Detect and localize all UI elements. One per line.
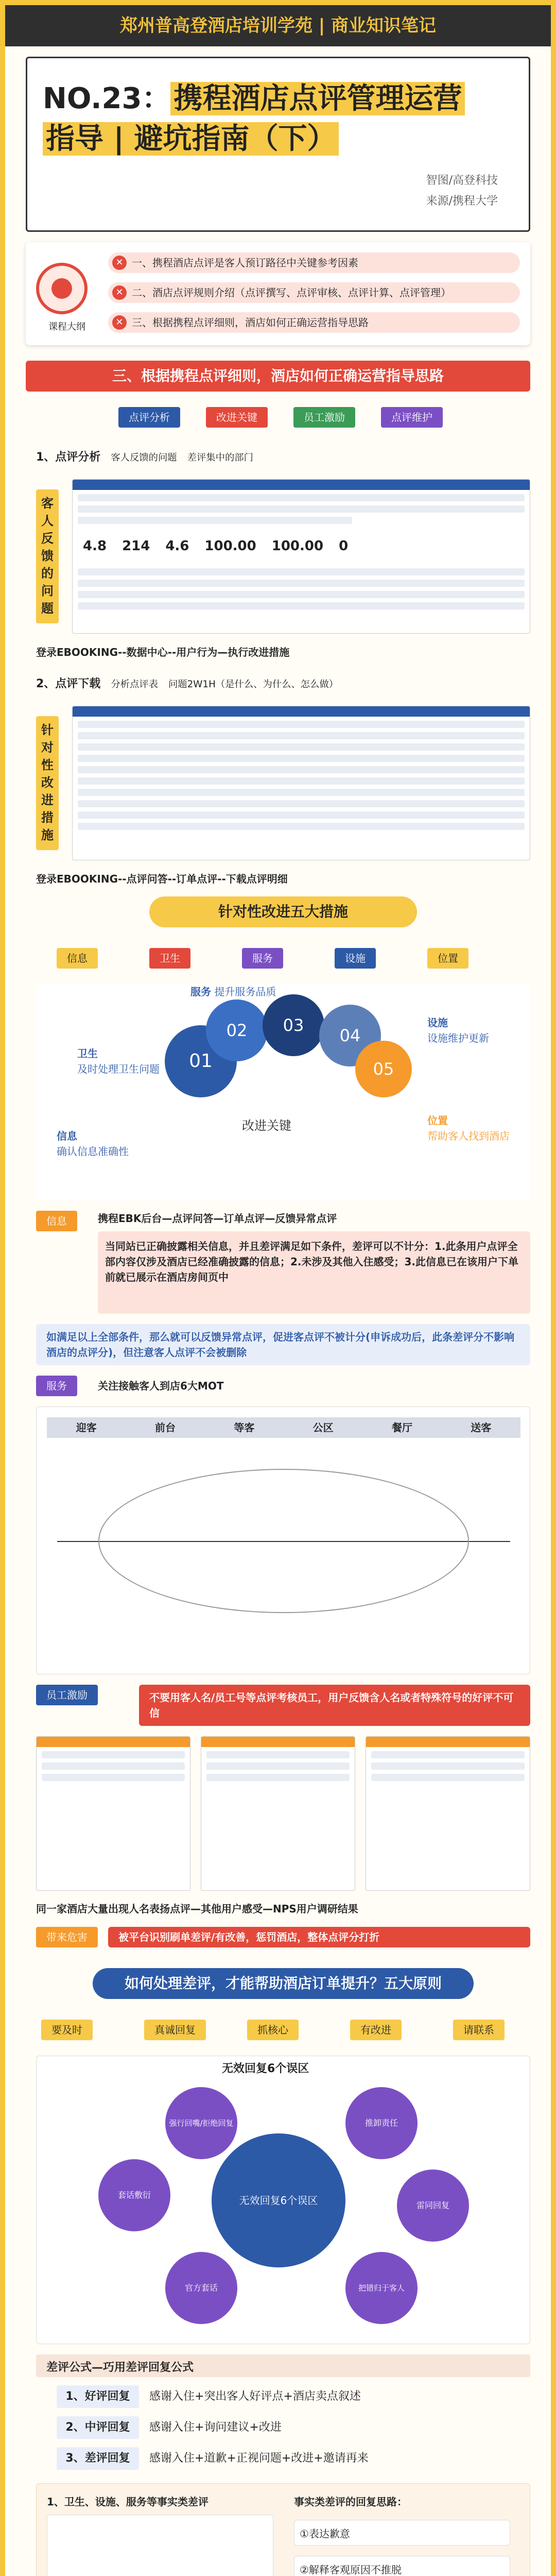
mot-stage: 前台 — [154, 1421, 176, 1434]
principle: 要及时 — [41, 2020, 93, 2040]
title-card — [26, 57, 530, 232]
case-card — [47, 2515, 273, 2576]
outline-item: ✕ 一、携程酒店点评是客人预订路径中关键参考因素 — [108, 252, 520, 273]
note-1: 登录EBOOKING--数据中心--用户行为—执行改进措施 — [36, 646, 290, 658]
step2-label: 2、点评下载 分析点评表 问题2W1H（是什么、为什么、怎么做） — [36, 677, 339, 690]
section-title-principles: 如何处理差评，才能帮助酒店订单提升？五大原则 — [93, 1968, 474, 1999]
staff-warning: 不要用客人名/员工号等点评考核员工，用户反馈含人名或者特殊符号的好评不可信 — [139, 1685, 530, 1726]
formula-row: 2、中评回复 感谢入住+询问建议+改进 — [57, 2416, 282, 2439]
ring-02: 02 — [206, 999, 268, 1061]
section-title-five: 针对性改进五大措施 — [149, 896, 417, 927]
chip-incentive: 员工激励 — [293, 407, 355, 428]
review-sample-3 — [366, 1736, 530, 1891]
outline-item: ✕ 三、根据携程点评细则，酒店如何正确运营指导思路 — [108, 312, 520, 333]
harm-tag: 带来危害 — [36, 1927, 98, 1947]
principle: 真诚回复 — [144, 2020, 206, 2040]
review-table-screenshot — [72, 706, 530, 860]
mot-stage: 等客 — [234, 1421, 255, 1434]
mot-stage: 送客 — [471, 1421, 492, 1434]
page-header: 郑州普高登酒店培训学苑 | 商业知识笔记 — [5, 5, 551, 46]
ring-label: 卫生 及时处理卫生问题 — [77, 1047, 160, 1075]
chip-analysis: 点评分析 — [118, 407, 180, 428]
author-org: 智图/高登科技 — [426, 174, 498, 187]
review-sample-1 — [36, 1736, 190, 1891]
formula-row: 1、好评回复 感谢入住+突出客人好评点+酒店卖点叙述 — [57, 2385, 361, 2408]
vertical-label: 客人反馈的问题 — [36, 489, 59, 623]
chip-key: 改进关键 — [206, 407, 268, 428]
formula-title-bar: 差评公式—巧用差评回复公式 — [36, 2354, 530, 2377]
outline-item: ✕ 二、酒店点评规则介绍（点评撰写、点评审核、点评计算、点评管理） — [108, 282, 520, 303]
staff-tag: 员工激励 — [36, 1685, 98, 1705]
ring-01: 01 — [165, 1025, 237, 1097]
avoid-item: 推卸责任 — [345, 2087, 418, 2159]
principle: 请联系 — [453, 2020, 505, 2040]
note-2: 登录EBOOKING--点评问答--订单点评--下载点评明细 — [36, 873, 288, 885]
mot-diagram — [36, 1406, 530, 1674]
avoid-title: 无效回复6个误区 — [222, 2062, 309, 2075]
tag-location: 位置 — [427, 948, 468, 969]
ring-04: 04 — [319, 1005, 381, 1066]
info-path: 携程EBK后台—点评问答—订单点评—反馈异常点评 — [98, 1212, 337, 1225]
mot-stage: 餐厅 — [391, 1421, 412, 1434]
step1-label: 1、点评分析 客人反馈的问题 差评集中的部门 — [36, 451, 253, 464]
ring-label: 信息 确认信息准确性 — [57, 1130, 129, 1158]
harm-text: 被平台识别刷单差评/有改善，惩罚酒店，整体点评分打折 — [108, 1927, 530, 1947]
chip-maintain: 点评维护 — [381, 407, 443, 428]
service-tag: 服务 — [36, 1376, 77, 1396]
case-title: 1、卫生、设施、服务等事实类差评 — [47, 2496, 208, 2508]
ring-05: 05 — [355, 1041, 412, 1097]
principle: 有改进 — [350, 2020, 402, 2040]
reply-title: 事实类差评的回复思路： — [294, 2496, 407, 2508]
tag-info: 信息 — [57, 948, 98, 969]
vertical-label-2: 针对性改进措施 — [36, 716, 59, 850]
info-body: 当同站已正确披露相关信息，并且差评满足如下条件，差评可以不计分：1.此条用户点评全部内容仅涉及酒店已经准确披露的信息；2.未涉及其他入住感受；3.此信息已在该用户下单前就已展示在酒店房间页中 — [98, 1231, 530, 1314]
outline-label: 课程大纲 — [48, 321, 85, 332]
avoid-item: 把错归于客人 — [345, 2252, 418, 2324]
reply-step: ①表达歉意 — [294, 2520, 510, 2546]
tag-facility: 设施 — [335, 948, 376, 969]
reply-step: ②解释客观原因不推脱 — [294, 2556, 510, 2576]
tag-service: 服务 — [242, 948, 283, 969]
avoid-item: 套话敷衍 — [98, 2159, 170, 2231]
target-icon — [36, 263, 88, 314]
avoid-center: 无效回复6个误区 — [212, 2133, 345, 2267]
avoid-diagram — [36, 2056, 530, 2344]
cases-panel — [36, 2483, 530, 2576]
ring-diagram — [36, 984, 530, 1200]
avoid-item: 雷同回复 — [397, 2170, 469, 2242]
section-banner: 三、根据携程点评细则，酒店如何正确运营指导思路 — [26, 361, 530, 392]
hygiene-note: 如满足以上全部条件，那么就可以反馈异常点评，促进客点评不被计分(申诉成功后，此条差评分不影响酒店的点评分)，但注意客人点评不会被删除 — [36, 1324, 530, 1365]
mot-stage: 迎客 — [76, 1421, 97, 1434]
ring-label: 位置 帮助客人找到酒店 — [427, 1114, 510, 1142]
ebooking-screenshot: 4.8 214 4.6 100.00 100.00 0 — [72, 479, 530, 634]
review-sample-2 — [201, 1736, 355, 1891]
tag-hygiene: 卫生 — [149, 948, 190, 969]
ring-03: 03 — [263, 994, 324, 1056]
principle: 抓核心 — [247, 2020, 299, 2040]
avoid-item: 官方套话 — [165, 2252, 237, 2324]
service-text: 关注接触客人到店6大MOT — [98, 1380, 224, 1392]
outline-card — [26, 242, 530, 345]
ring-label: 设施 设施维护更新 — [427, 1016, 489, 1044]
ring-label: 服务 提升服务品质 — [190, 986, 276, 998]
formula-row: 3、差评回复 感谢入住+道歉+正视问题+改进+邀请再来 — [57, 2447, 369, 2470]
info-tag: 信息 — [36, 1211, 77, 1231]
page-title: NO.23： 携程酒店点评管理运营 指导 | 避坑指南（下） — [43, 79, 516, 159]
avoid-item: 强行回嘴/拒绝回复 — [165, 2087, 237, 2159]
ring-center: 改进关键 — [242, 1118, 291, 1133]
staff-note: 同一家酒店大量出现人名表扬点评—其他用户感受—NPS用户调研结果 — [36, 1903, 358, 1915]
author-source: 来源/携程大学 — [426, 195, 498, 208]
mot-stage: 公区 — [312, 1421, 334, 1434]
